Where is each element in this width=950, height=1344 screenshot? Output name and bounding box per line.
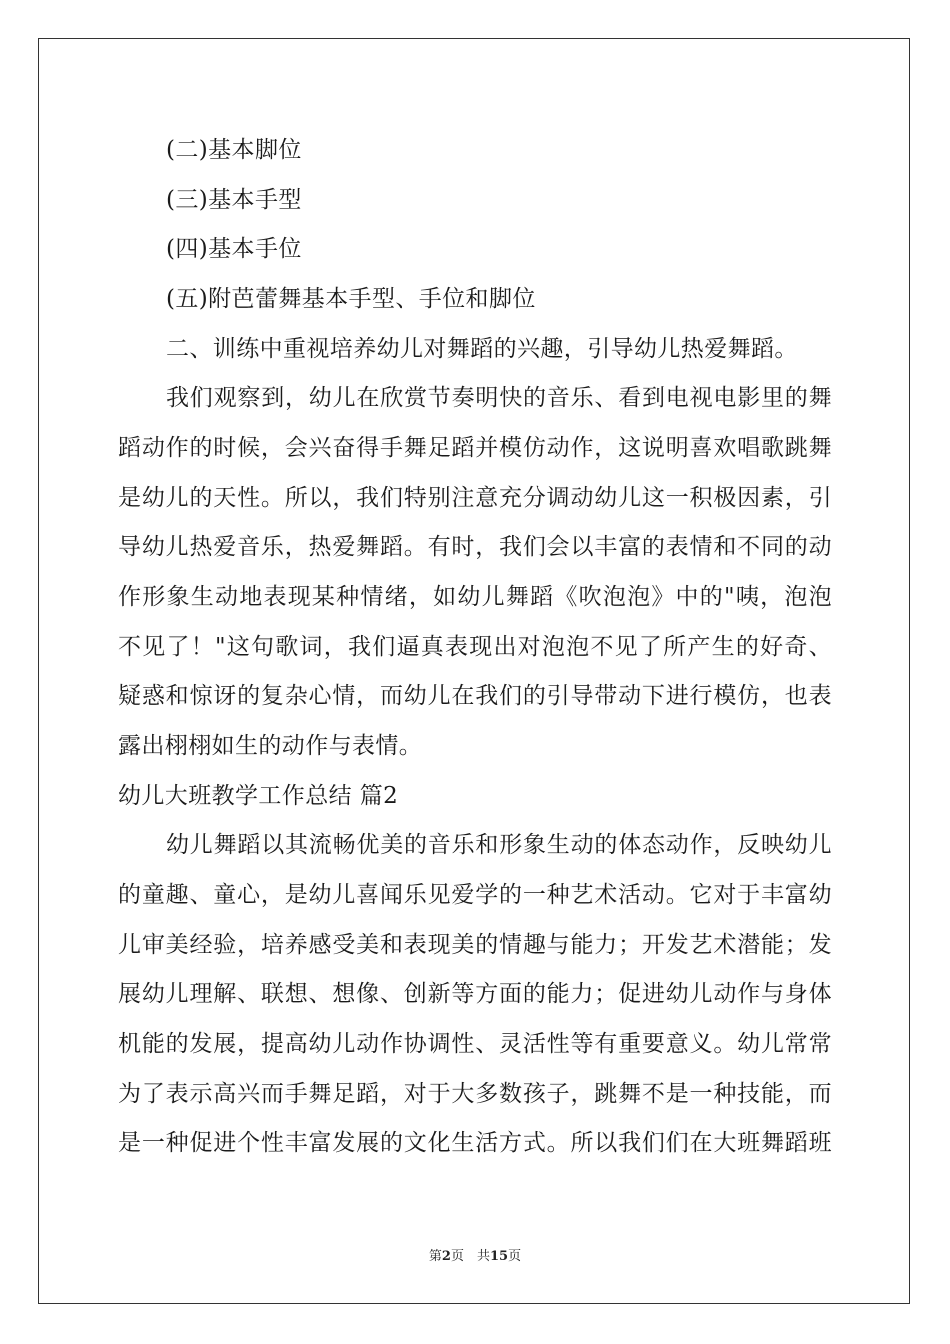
page-border — [38, 38, 910, 1304]
paragraph-line: 疑惑和惊讶的复杂心情，而幼儿在我们的引导带动下进行模仿，也表 — [118, 683, 832, 709]
paragraph-line: 是一种促进个性丰富发展的文化生活方式。所以我们们在大班舞蹈班 — [118, 1130, 832, 1156]
page-mid: 页 共 — [450, 1249, 490, 1264]
outline-item-2: (二)基本脚位 — [166, 137, 302, 163]
paragraph-line: 露出栩栩如生的动作与表情。 — [118, 733, 423, 759]
page-prefix: 第 — [428, 1249, 442, 1264]
paragraph-line: 我们观察到，幼儿在欣赏节奏明快的音乐、看到电视电影里的舞 — [166, 385, 832, 411]
current-page-number: 2 — [441, 1249, 451, 1264]
paragraph-line: 是幼儿的天性。所以，我们特别注意充分调动幼儿这一积极因素，引 — [118, 485, 832, 511]
paragraph-line: 不见了！"这句歌词，我们逼真表现出对泡泡不见了所产生的好奇、 — [118, 634, 832, 660]
outline-item-3: (三)基本手型 — [166, 187, 302, 213]
paragraph-line: 幼儿舞蹈以其流畅优美的音乐和形象生动的体态动作，反映幼儿 — [166, 832, 832, 858]
outline-item-5: (五)附芭蕾舞基本手型、手位和脚位 — [166, 286, 536, 312]
article-title: 幼儿大班教学工作总结 篇2 — [118, 783, 399, 809]
paragraph-line: 的童趣、童心，是幼儿喜闻乐见爱学的一种艺术活动。它对于丰富幼 — [118, 882, 832, 908]
section-heading: 二、训练中重视培养幼儿对舞蹈的兴趣，引导幼儿热爱舞蹈。 — [166, 336, 798, 362]
page-suffix: 页 — [508, 1249, 522, 1264]
paragraph-line: 导幼儿热爱音乐，热爱舞蹈。有时，我们会以丰富的表情和不同的动 — [118, 534, 832, 560]
paragraph-line: 蹈动作的时候，会兴奋得手舞足蹈并模仿动作，这说明喜欢唱歌跳舞 — [118, 435, 832, 461]
paragraph-line: 为了表示高兴而手舞足蹈，对于大多数孩子，跳舞不是一种技能，而 — [118, 1081, 832, 1107]
outline-item-4: (四)基本手位 — [166, 236, 302, 262]
paragraph-line: 机能的发展，提高幼儿动作协调性、灵活性等有重要意义。幼儿常常 — [118, 1031, 832, 1057]
paragraph-line: 作形象生动地表现某种情绪，如幼儿舞蹈《吹泡泡》中的"咦，泡泡 — [118, 584, 832, 610]
total-page-number: 15 — [489, 1249, 509, 1264]
page-number-footer — [0, 1245, 950, 1264]
paragraph-line: 儿审美经验，培养感受美和表现美的情趣与能力；开发艺术潜能；发 — [118, 932, 832, 958]
paragraph-line: 展幼儿理解、联想、想像、创新等方面的能力；促进幼儿动作与身体 — [118, 981, 832, 1007]
